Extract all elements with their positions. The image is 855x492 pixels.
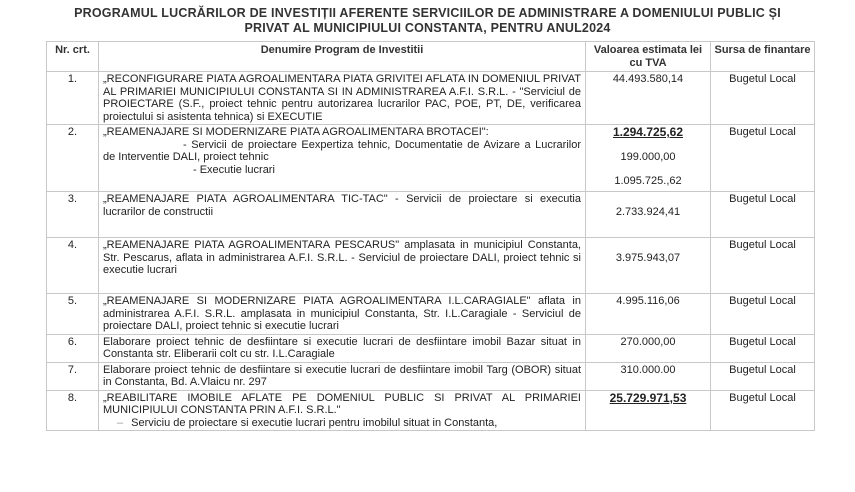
- row-source: Bugetul Local: [711, 72, 815, 125]
- row-name: „REAMENAJARE SI MODERNIZARE PIATA AGROALIMENTARA BROTACEI":: [103, 126, 489, 138]
- row-name: „REAMENAJARE PIATA AGROALIMENTARA TIC-TAC" - Servicii de proiectare si executia lucrarilor de constructii: [99, 192, 586, 238]
- table-row: [47, 334, 815, 362]
- table-row: [47, 72, 815, 125]
- row-sub-item-2: - Executie lucrari: [193, 163, 275, 176]
- row-value-total: 1.294.725,62: [612, 125, 684, 139]
- row-nr: 7.: [47, 362, 99, 390]
- row-source: Bugetul Local: [711, 334, 815, 362]
- header-value: Valoarea estimata lei cu TVA: [586, 42, 711, 72]
- row-name: Elaborare proiect tehnic de desfiintare si executie lucrari de desfiintare imobil Bazar situat in Constanta str. Eliberarii colt cu str. I.L.Caragiale: [99, 334, 586, 362]
- table-row: [47, 390, 815, 431]
- row-name-cell: [99, 125, 586, 192]
- table-row: [47, 294, 815, 335]
- row-value: 270.000,00: [586, 334, 711, 362]
- row-value-cell: [586, 125, 711, 192]
- document-title: [0, 6, 855, 36]
- table-row: [47, 192, 815, 238]
- row-nr: 8.: [47, 390, 99, 431]
- row-nr: 6.: [47, 334, 99, 362]
- row-name: „REABILITARE IMOBILE AFLATE PE DOMENIUL PUBLIC SI PRIVAT AL PRIMARIEI MUNICIPIULUI CONSTANTA PRIN A.F.I. S.R.L.": [103, 391, 581, 416]
- investment-program-table: [46, 41, 815, 431]
- row-source: Bugetul Local: [711, 362, 815, 390]
- title-line-2: PRIVAT AL MUNICIPIULUI CONSTANTA, PENTRU ANUL2024: [244, 21, 611, 35]
- row-source: Bugetul Local: [711, 390, 815, 431]
- row-value-sub-2: 1.095.725.,62: [614, 175, 682, 187]
- row-nr: 1.: [47, 72, 99, 125]
- row-value-total: 25.729.971,53: [609, 390, 687, 405]
- row-nr: 5.: [47, 294, 99, 335]
- header-source: Sursa de finantare: [711, 42, 815, 72]
- row-source: Bugetul Local: [711, 192, 815, 238]
- header-name: Denumire Program de Investitii: [99, 42, 586, 72]
- table-row: [47, 238, 815, 294]
- dash-bullet-icon: –: [117, 416, 124, 429]
- row-nr: 4.: [47, 238, 99, 294]
- table-header-row: [47, 42, 815, 72]
- row-value-sub-1: 199.000,00: [620, 150, 676, 163]
- row-name: „RECONFIGURARE PIATA AGROALIMENTARA PIATA GRIVITEI AFLATA IN DOMENIUL PRIVAT AL PRIMARIEI MUNICIPIULUI CONSTANTA SI IN ADMINISTRAREA A.F.I. S.R.L. - "Serviciul de PROIECTARE (S.F., proiect tehnic pentru autorizarea lucrarilor PAC, POE, PT, DE, verificarea proiectului si asistenta tehnica) si EXECUTIE: [99, 72, 586, 125]
- row-sub-item-1-text: Serviciu de proiectare si executie lucrari pentru imobilul situat in Constanta,: [131, 416, 498, 429]
- row-nr: 2.: [47, 125, 99, 192]
- row-value-cell: [586, 390, 711, 431]
- table-row: [47, 362, 815, 390]
- title-line-1: PROGRAMUL LUCRĂRILOR DE INVESTIȚII AFERENTE SERVICIILOR DE ADMINISTRARE A DOMENIULUI PUBLIC ȘI: [74, 6, 781, 20]
- header-nr: Nr. crt.: [47, 42, 99, 72]
- row-name-cell: [99, 390, 586, 431]
- row-sub-item-1: [103, 139, 581, 164]
- row-sub-item-1-text: - Servicii de proiectare Eexpertiza tehnic, Documentatie de Avizare a Lucrarilor de Interventie DALI, proiect tehnic: [103, 138, 581, 163]
- row-value: 2.733.924,41: [586, 192, 711, 238]
- row-source: Bugetul Local: [711, 294, 815, 335]
- row-name: „REAMENAJARE SI MODERNIZARE PIATA AGROALIMENTARA I.L.CARAGIALE" aflata in administrarea A.F.I. S.R.L. amplasata in municipiul Constanta, Str. I.L.Caragiale - Serviciul de proiectare DALI, proiect tehnic si executie lucrari: [99, 294, 586, 335]
- row-value: 4.995.116,06: [586, 294, 711, 335]
- row-value: 310.000.00: [586, 362, 711, 390]
- row-nr: 3.: [47, 192, 99, 238]
- row-name: Elaborare proiect tehnic de desfiintare si executie lucrari de desfiintare imobil Targ (OBOR) situat in Constanta, Bd. A.Vlaicu nr. 297: [99, 362, 586, 390]
- row-name: „REAMENAJARE PIATA AGROALIMENTARA PESCARUS" amplasata in municipiul Constanta, Str. Pescarus, aflata in administrarea A.F.I. S.R.L. - Serviciul de proiectare DALI, proiect tehnic si executie lucrari: [99, 238, 586, 294]
- row-source: Bugetul Local: [711, 238, 815, 294]
- row-sub-item-1: [103, 417, 581, 430]
- row-value: 44.493.580,14: [586, 72, 711, 125]
- row-value: 3.975.943,07: [586, 238, 711, 294]
- row-source: Bugetul Local: [711, 125, 815, 192]
- table-row: [47, 125, 815, 192]
